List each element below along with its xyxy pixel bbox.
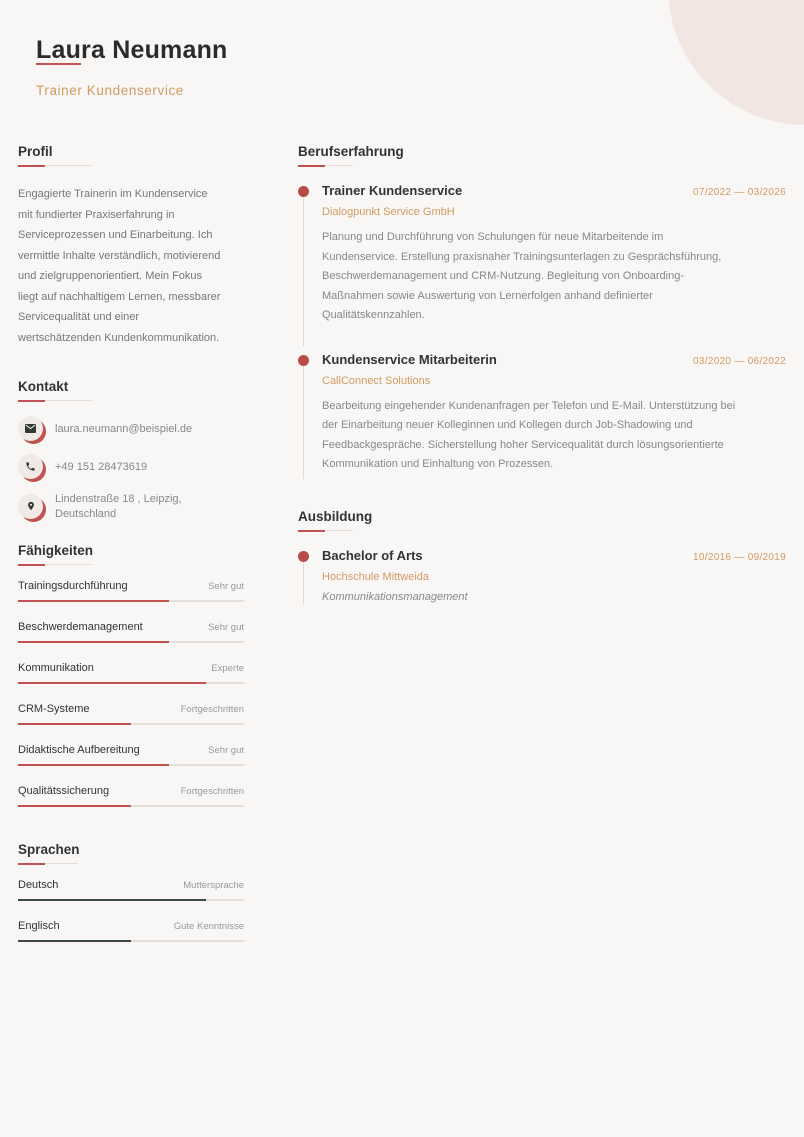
resume-header [36,36,228,98]
skill-level: Fortgeschritten [180,704,244,715]
language-level: Gute Kenntnisse [173,921,244,932]
skills-section [18,543,244,807]
entry-date: 07/2022 — 03/2026 [693,187,786,198]
timeline-dot [298,355,309,366]
entry-institution: Hochschule Mittweida [322,570,429,583]
desc-line: Feedbackgespräche. Sicherstellung hoher Servicequalität durch lösungsorientierte [322,438,724,451]
skill-item [18,621,244,643]
profile-line: mit fundierter Praxiserfahrung in [18,208,175,221]
entry-description [322,397,786,475]
skill-item [18,662,244,684]
skills-list [18,580,244,807]
level-bar-fill [18,641,169,643]
skill-level: Fortgeschritten [180,786,244,797]
level-bar [18,641,244,643]
level-bar [18,764,244,766]
desc-line: Planung und Durchführung von Schulungen für neue Mitarbeitende im [322,231,664,243]
languages-section [18,842,244,942]
skill-item [18,744,244,766]
skill-name: Kommunikation [18,662,94,674]
experience-entry [298,352,786,479]
experience-section [298,144,786,479]
section-divider [18,400,244,402]
profile-line: Servicequalität und einer [18,311,140,323]
education-entry [298,548,786,605]
desc-line: Kommunikation und Einhaltung von Prozessen. [322,458,554,470]
profile-section [18,144,244,348]
skill-item [18,785,244,807]
level-bar [18,723,244,725]
profile-line: vermittle Inhalte verständlich, motivierend [18,249,221,262]
language-level: Muttersprache [183,880,244,891]
contact-list [18,416,244,522]
education-section [298,509,786,605]
section-title-contact: Kontakt [18,379,69,394]
entry-company: CallConnect Solutions [322,374,431,387]
address-text [55,492,182,522]
skill-name: Qualitätssicherung [18,785,110,797]
language-item [18,879,244,901]
section-title-education: Ausbildung [298,508,373,524]
contact-section [18,379,244,522]
skill-name: Trainingsdurchführung [18,580,128,592]
location-icon [18,494,45,521]
section-title-languages: Sprachen [18,842,80,857]
skill-level: Sehr gut [208,622,244,633]
contact-phone[interactable] [18,454,244,481]
section-divider [298,165,786,167]
entry-description [322,228,786,326]
address-line: Deutschland [55,508,117,520]
level-bar [18,682,244,684]
skill-level: Sehr gut [208,745,244,756]
profile-line: liegt auf nachhaltigem Lernen, messbarer [18,290,221,303]
address-line: Lindenstraße 18 , Leipzig, [55,493,182,505]
profile-line: wertschätzenden Kundenkommunikation. [18,331,220,344]
section-divider [298,530,786,532]
left-column [18,144,244,942]
level-bar-fill [18,764,169,766]
level-bar [18,940,244,942]
entry-title: Bachelor of Arts [322,547,423,563]
section-title-profile: Profil [18,144,53,159]
level-bar [18,600,244,602]
section-divider [18,564,244,566]
section-title-skills: Fähigkeiten [18,543,94,558]
phone-icon [18,454,45,481]
entry-date: 10/2016 — 09/2019 [693,551,786,563]
level-bar [18,899,244,901]
timeline-line [303,562,304,605]
person-name: Laura Neumann [36,36,228,64]
desc-line: Qualitätskennzahlen. [322,309,425,321]
skill-name: CRM-Systeme [18,703,90,715]
decorative-corner-circle [668,0,804,125]
desc-line: Bearbeitung eingehender Kundenanfragen per Telefon und E-Mail. Unterstützung bei [322,399,736,412]
skill-item [18,580,244,602]
entry-title: Kundenservice Mitarbeiterin [322,351,497,367]
entry-company: Dialogpunkt Service GmbH [322,206,455,218]
profile-line: und zielgruppenorientiert. Mein Fokus [18,270,203,282]
timeline-dot [298,186,309,197]
contact-address [18,492,244,522]
entry-date: 03/2020 — 06/2022 [693,355,786,367]
desc-line: Beschwerdemanagement und CRM-Nutzung. Begleitung von Onboarding- [322,270,684,282]
desc-line: Kundenservice. Erstellung praxisnaher Trainingsunterlagen zu Gesprächsführung, [322,250,722,263]
job-title: Trainer Kundenservice [36,83,184,98]
timeline-line [303,197,304,346]
level-bar-fill [18,805,131,807]
email-text[interactable]: laura.neumann@beispiel.de [55,423,193,435]
section-title-experience: Berufserfahrung [298,144,404,159]
desc-line: Maßnahmen sowie Auswertung von Lernerfolgen anhand definierter [322,289,653,302]
contact-email[interactable] [18,416,244,443]
level-bar-fill [18,682,206,684]
timeline-dot [298,551,309,562]
level-bar-fill [18,899,206,901]
language-name: Deutsch [18,879,59,891]
level-bar-fill [18,940,131,942]
skill-name: Beschwerdemanagement [18,621,143,633]
email-icon [18,416,45,443]
language-name: Englisch [18,920,60,932]
level-bar [18,805,244,807]
skill-name: Didaktische Aufbereitung [18,744,140,756]
section-divider [18,863,244,865]
section-divider [18,165,244,167]
desc-line: der Einarbeitung neuer Kolleginnen und Kollegen durch Job-Shadowing und [322,419,693,431]
skill-level: Sehr gut [208,581,244,592]
entry-field: Kommunikationsmanagement [322,590,468,603]
languages-list [18,879,244,942]
profile-text [18,184,244,348]
experience-entry [298,183,786,346]
phone-text[interactable]: +49 151 28473619 [55,461,148,473]
language-item [18,920,244,942]
level-bar-fill [18,600,169,602]
profile-line: Engagierte Trainerin im Kundenservice [18,188,208,200]
skill-level: Experte [211,663,244,674]
timeline-line [303,366,304,479]
skill-item [18,703,244,725]
profile-line: Serviceprozessen und Einarbeitung. Ich [18,229,213,241]
right-column [298,144,786,605]
level-bar-fill [18,723,131,725]
entry-title: Trainer Kundenservice [322,183,463,198]
